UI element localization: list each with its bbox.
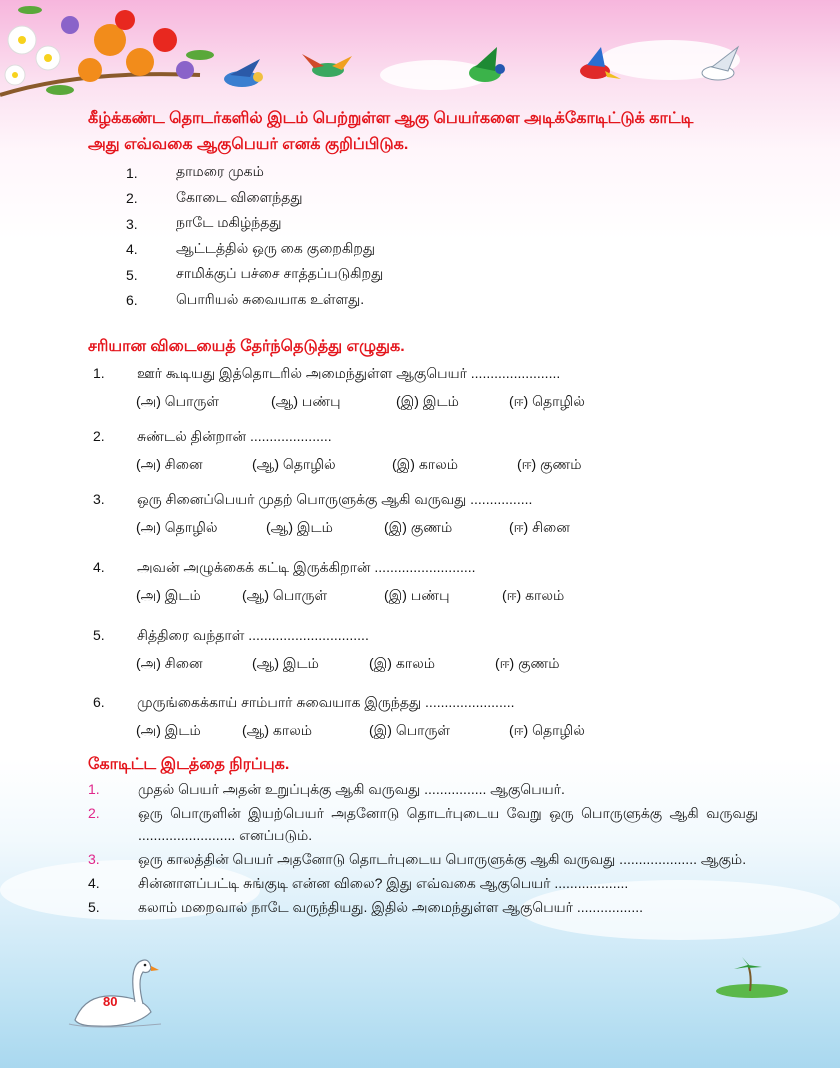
question-3: 3. ஒரு சினைப்பெயர் முதற் பொருளுக்கு ஆகி வருவது ................ (அ) தொழில் (ஆ) இடம் (இ) குணம் (ஈ) சினை — [93, 491, 532, 541]
bird-icon — [210, 55, 270, 95]
option-aa: (ஆ) பொருள் — [242, 587, 328, 603]
list-item: 1. முதல் பெயர் அதன் உறுப்புக்கு ஆகி வருவது ................ ஆகுபெயர். — [88, 781, 565, 797]
option-aa: (ஆ) இடம் — [252, 655, 319, 671]
option-i: (இ) இடம் — [396, 393, 459, 409]
section1-heading: கீழ்க்கண்ட தொடர்களில் இடம் பெற்றுள்ள ஆகு பெயர்களை அடிக்கோடிட்டுக் காட்டி — [88, 110, 694, 127]
option-ii: (ஈ) காலம் — [502, 587, 565, 603]
option-i: (இ) பண்பு — [384, 587, 450, 603]
section3-heading: கோடிட்ட இடத்தை நிரப்புக. — [88, 756, 290, 773]
option-i: (இ) காலம் — [369, 655, 435, 671]
option-ii: (ஈ) குணம் — [517, 456, 582, 472]
list-item: 5. சாமிக்குப் பச்சை சாத்தப்படுகிறது — [126, 265, 384, 283]
bird-icon — [565, 45, 625, 89]
option-aa: (ஆ) காலம் — [242, 722, 313, 738]
option-ii: (ஈ) சினை — [509, 519, 570, 535]
page-number: 80 — [103, 994, 118, 1009]
question-2: 2. சுண்டல் தின்றான் ..................... (அ) சினை (ஆ) தொழில் (இ) காலம் (ஈ) குணம் — [93, 428, 332, 478]
list-item: 6. பொரியல் சுவையாக உள்ளது. — [126, 290, 365, 309]
option-a: (அ) இடம் — [136, 722, 201, 738]
bird-icon — [298, 48, 358, 88]
list-item: 5. கலாம் மறைவால் நாடே வருந்தியது. இதில் அமைந்துள்ள ஆகுபெயர் ................. — [88, 899, 643, 915]
list-item: 3. நாடே மகிழ்ந்தது — [126, 214, 282, 232]
option-a: (அ) இடம் — [136, 587, 201, 603]
option-i: (இ) பொருள் — [369, 722, 451, 738]
option-a: (அ) தொழில் — [136, 519, 218, 535]
option-ii: (ஈ) தொழில் — [509, 722, 585, 738]
island-illustration — [712, 955, 792, 1000]
option-aa: (ஆ) தொழில் — [252, 456, 336, 472]
list-item: 4. ஆட்டத்தில் ஒரு கை குறைகிறது — [126, 239, 376, 258]
flowers-illustration — [0, 0, 240, 110]
section1-list — [126, 160, 383, 313]
swan-illustration — [65, 950, 165, 1030]
list-item: 2. கோடை விளைந்தது — [126, 188, 303, 207]
question-5: 5. சித்திரை வந்தாள் ............................... (அ) சினை (ஆ) இடம் (இ) காலம் (ஈ) குணம் — [93, 627, 369, 677]
option-ii: (ஈ) குணம் — [495, 655, 560, 671]
list-item: 3. ஒரு காலத்தின் பெயர் அதனோடு தொடர்புடைய பொருளுக்கு ஆகி வருவது .................... ஆகும். — [88, 851, 747, 867]
question-6: 6. முருங்கைக்காய் சாம்பார் சுவையாக இருந்தது ....................... (அ) இடம் (ஆ) காலம் (இ) பொருள் (ஈ) தொழில் — [93, 694, 515, 744]
bird-icon — [455, 45, 515, 93]
option-a: (அ) சினை — [136, 456, 203, 472]
section1-heading-line2: அது எவ்வகை ஆகுபெயர் எனக் குறிப்பிடுக. — [88, 136, 409, 153]
option-a: (அ) சினை — [136, 655, 203, 671]
list-item: 1. தாமரை முகம் — [126, 163, 264, 181]
question-1: 1. ஊர் கூடியது இத்தொடரில் அமைந்துள்ள ஆகுபெயர் ....................... (அ) பொருள் (ஆ) பண்பு (இ) இடம் (ஈ) தொழில் — [93, 365, 560, 415]
option-i: (இ) குணம் — [384, 519, 453, 535]
option-ii: (ஈ) தொழில் — [509, 393, 585, 409]
option-a: (அ) பொருள் — [136, 393, 220, 409]
option-aa: (ஆ) பண்பு — [271, 393, 341, 409]
option-aa: (ஆ) இடம் — [266, 519, 333, 535]
list-item: 2. ஒரு பொருளின் இயற்பெயர் அதனோடு தொடர்புடைய வேறு ஒரு பொருளுக்கு ஆகி வருவது ......................... எனப்படும். — [88, 805, 758, 843]
section2-heading: சரியான விடையைத் தேர்ந்தெடுத்து எழுதுக. — [88, 338, 405, 355]
list-item: 4. சின்னாளப்பட்டி சுங்குடி என்ன விலை? இது எவ்வகை ஆகுபெயர் ................... — [88, 875, 629, 891]
question-4: 4. அவன் அழுக்கைக் கட்டி இருக்கிறான் .......................... (அ) இடம் (ஆ) பொருள் (இ) பண்பு (ஈ) காலம் — [93, 559, 476, 609]
fill-in-list — [88, 778, 758, 920]
bird-icon — [688, 45, 748, 89]
option-i: (இ) காலம் — [392, 456, 458, 472]
